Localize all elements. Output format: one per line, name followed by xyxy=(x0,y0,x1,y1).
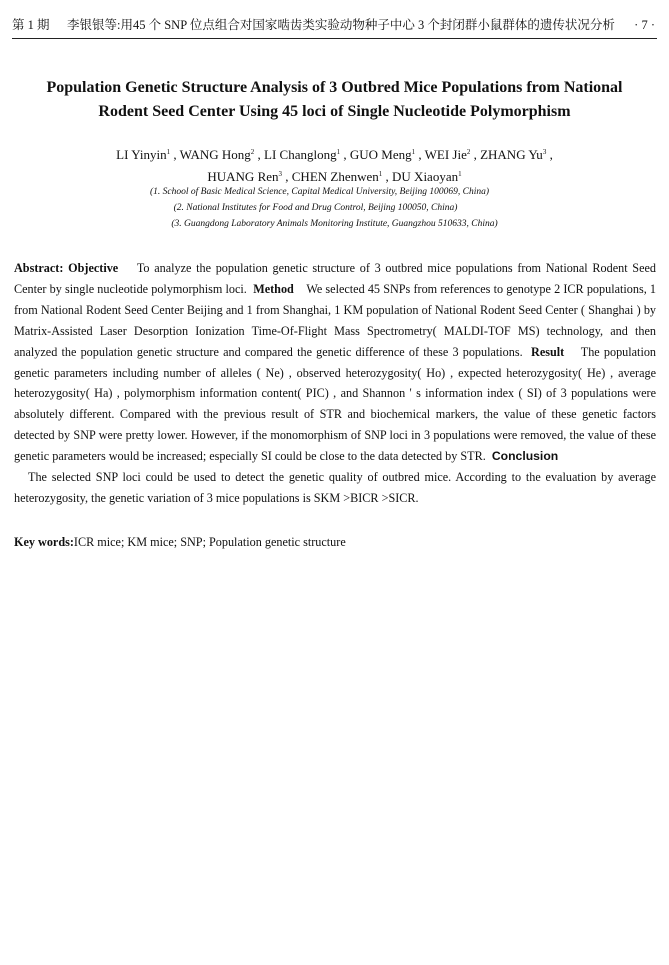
author-name: DU Xiaoyan xyxy=(392,169,459,184)
author-line-1: LI Yinyin$^1$ , WANG Hong$^2$ , LI Changlong$^1$ , GUO Meng$^1$ , WEI Jie$^2$ , ZHANG Yu$^3$ , xyxy=(116,147,553,162)
author-affiliation-mark: 1 xyxy=(411,148,416,156)
author-name: WANG Hong xyxy=(179,147,251,162)
keywords-label: Key words xyxy=(14,535,70,549)
author-name: LI Changlong xyxy=(264,147,337,162)
affiliation-2: (2. National Institutes for Food and Drug Control, Beijing 100050, China) xyxy=(173,203,458,213)
method-label: Method xyxy=(253,281,294,296)
author-list xyxy=(20,144,649,188)
result-text: The population genetic parameters including number of alleles ( Ne) , observed heterozygosity( Ho) , expected heterozygosity( He) , average heterozygosity( Ha) , polymorphism information content( PIC) , and Shannon ' s information index ( SI) of 3 populations were absolutely different. Compared with the previous result of STR and biochemical markers, the value of these genetic factors detected by SNP were pretty lower. However, if the monomorphism of SNP loci in 3 populations were removed, the value of these genetic parameters would be increased; especially SI could be close to the data detected by STR. xyxy=(14,344,657,464)
title-line-2: Rodent Seed Center Using 45 loci of Single Nucleotide Polymorphism xyxy=(98,103,571,120)
issue-number: 第 1 期 xyxy=(12,18,50,32)
author-name: CHEN Zhenwen xyxy=(291,169,379,184)
keywords-colon: : xyxy=(69,535,74,549)
affiliation-1: (1. School of Basic Medical Science, Capital Medical University, Beijing 100069, China) xyxy=(149,187,490,197)
author-affiliation-mark: 1 xyxy=(378,170,383,178)
author-affiliation-mark: 2 xyxy=(250,148,255,156)
author-line-2: HUANG Ren$^3$ , CHEN Zhenwen$^1$ , DU Xiaoyan$^1$ xyxy=(207,169,462,184)
keywords-text: ICR mice; KM mice; SNP; Population genetic structure xyxy=(73,535,346,549)
conclusion-text: The selected SNP loci could be used to detect the genetic quality of outbred mice. According to the evaluation by average heterozygosity, the genetic variation of 3 mice populations is SKM >BICR >SICR. xyxy=(14,470,656,505)
author-affiliation-mark: 2 xyxy=(466,148,471,156)
author-name: GUO Meng xyxy=(349,147,412,162)
abstract xyxy=(14,258,656,509)
running-title: 李银银等:用45 个 SNP 位点组合对国家啮齿类实验动物种子中心 3 个封闭群小鼠群体的遗传状况分析 xyxy=(67,18,615,32)
abstract-colon: : xyxy=(59,261,69,275)
result-label: Result xyxy=(531,344,565,359)
running-header xyxy=(12,16,657,39)
affiliation-3: (3. Guangdong Laboratory Animals Monitoring Institute, Guangzhou 510633, China) xyxy=(171,219,498,229)
author-affiliation-mark: 3 xyxy=(278,170,283,178)
objective-label: Objective xyxy=(68,261,119,275)
author-affiliation-mark: 3 xyxy=(542,148,547,156)
author-name: HUANG Ren xyxy=(207,169,279,184)
author-affiliation-mark: 1 xyxy=(166,148,171,156)
abstract-label: Abstract xyxy=(14,261,60,275)
abstract-body xyxy=(14,258,656,467)
author-name: WEI Jie xyxy=(424,147,467,162)
author-name: ZHANG Yu xyxy=(480,147,543,162)
conclusion-paragraph xyxy=(14,467,656,509)
author-affiliation-mark: 1 xyxy=(336,148,341,156)
affiliation-list xyxy=(20,184,649,232)
paper-title xyxy=(20,76,649,124)
title-line-1: Population Genetic Structure Analysis of 3 Outbred Mice Populations from National xyxy=(46,79,623,96)
author-name: LI Yinyin xyxy=(116,147,167,162)
keywords xyxy=(14,532,656,552)
method-text: We selected 45 SNPs from references to genotype 2 ICR populations, 1 from National Rodent Seed Center Beijing and 1 from Shanghai, 1 KM population of National Rodent Seed Center ( Shanghai ) by Matrix-Assisted Laser Desorption Ionization Time-Of-Flight Mass Spectrometry( MALDI-TOF MS) technology, and then analyzed the population genetic structure and compared the genetic difference of these 3 populations. xyxy=(14,281,657,359)
page-number: · 7 · xyxy=(634,18,655,32)
objective-text: To analyze the population genetic structure of 3 outbred mice populations from National Rodent Seed Center by single nucleotide polymorphism loci. xyxy=(14,261,656,296)
author-affiliation-mark: 1 xyxy=(458,170,462,178)
conclusion-label: Conclusion xyxy=(491,449,559,464)
